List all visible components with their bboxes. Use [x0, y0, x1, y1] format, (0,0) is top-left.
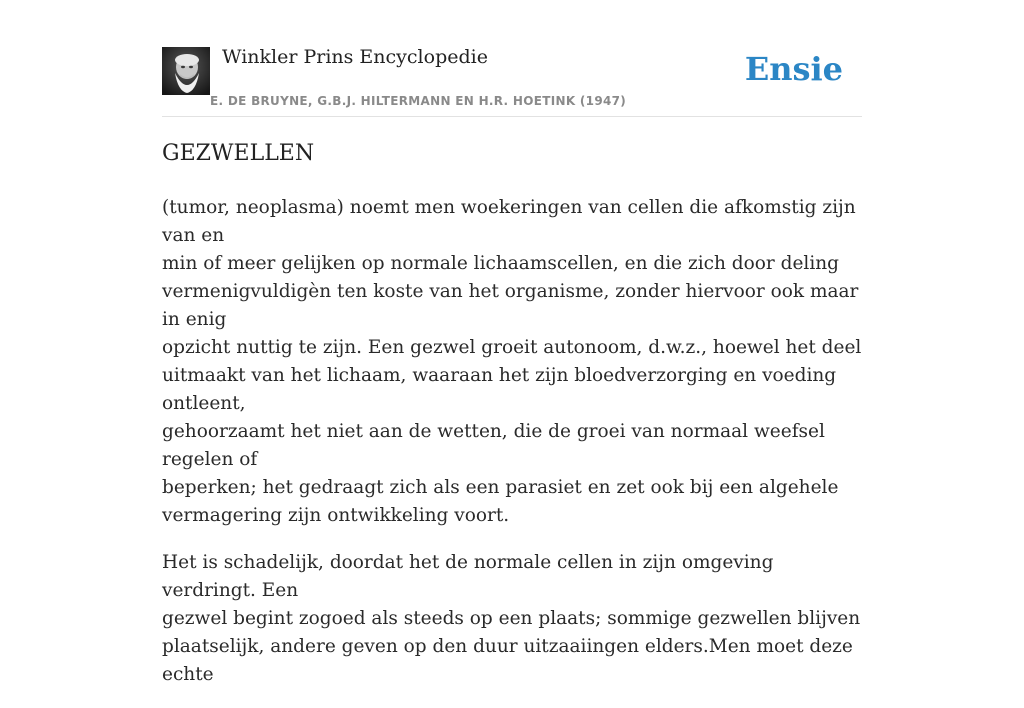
author-avatar[interactable]: [162, 47, 210, 95]
header: [162, 46, 862, 117]
publication-authors: E. DE BRUYNE, G.B.J. HILTERMANN EN H.R. HOETINK (1947): [210, 94, 627, 108]
ensie-logo[interactable]: Ensie: [744, 50, 843, 88]
article-title: GEZWELLEN: [162, 141, 315, 166]
article: [162, 136, 862, 708]
portrait-image: [162, 47, 210, 95]
article-paragraph-1: (tumor, neoplasma) noemt men woekeringen van cellen die afkomstig zijn van en min of meer gelijken op normale lichaamscellen, en die zich door deling vermenigvuldigèn ten koste van het organisme, zonder hiervoor ook maar in enig opzicht nuttig te zijn. Een gezwel groeit autonoom, d.w.z., hoewel het deel uitmaakt van het lichaam, waaraan het zijn bloedverzorging en voeding ontleent, gehoorzaamt het niet aan de wetten, die de groei van normaal weefsel regelen of beperken; het gedraagt zich als een parasiet en zet ook bij een algehele vermagering zijn ontwikkeling voort.: [162, 197, 862, 526]
article-paragraph-2: Het is schadelijk, doordat het de normale cellen in zijn omgeving verdringt. Een gezwel begint zogoed als steeds op een plaats; sommige gezwellen blijven plaatselijk, andere geven op den duur uitzaaiingen elders.Men moet deze echte: [162, 552, 861, 685]
publication-title[interactable]: Winkler Prins Encyclopedie: [222, 46, 488, 68]
